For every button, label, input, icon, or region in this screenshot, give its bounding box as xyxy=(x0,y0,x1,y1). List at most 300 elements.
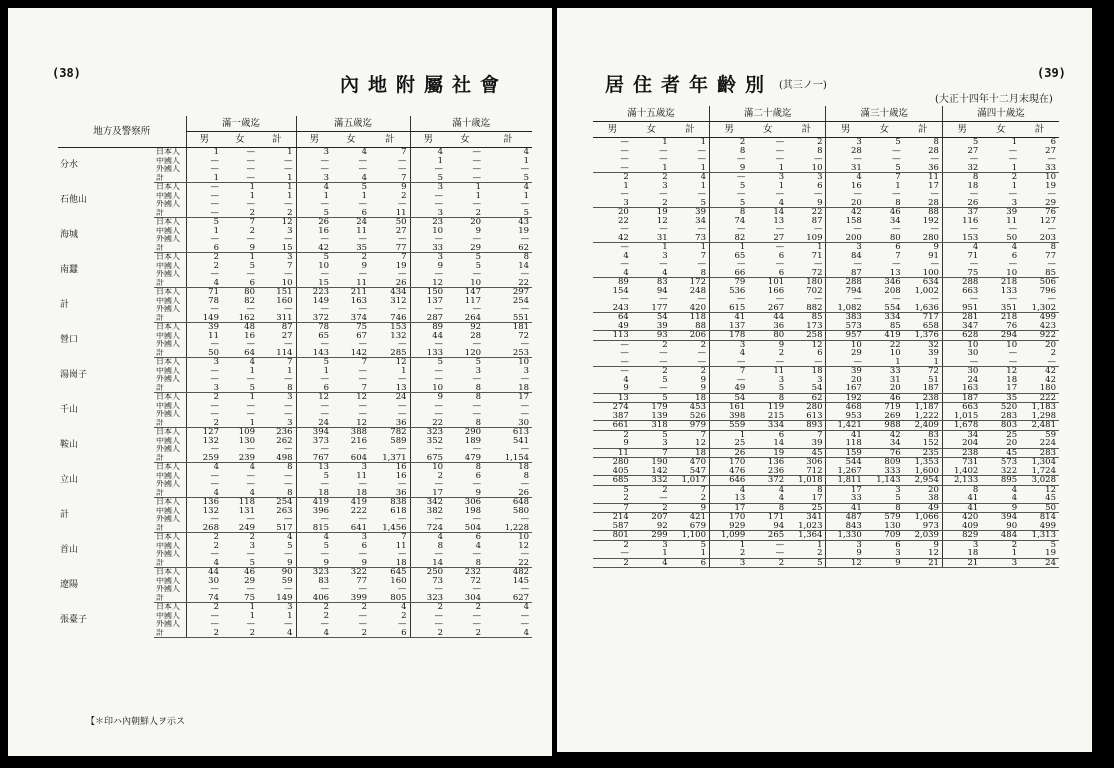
table-cell: 394 xyxy=(1000,512,1018,522)
table-cell: 15 xyxy=(258,244,296,253)
table-cell: 159 xyxy=(826,448,865,458)
table-cell: 12 xyxy=(518,541,530,550)
table-cell: 161 xyxy=(710,403,749,412)
table-cell: — xyxy=(520,401,530,410)
table-cell: 280 xyxy=(806,402,823,412)
table-row xyxy=(58,393,532,402)
table-cell: 223 xyxy=(296,288,332,297)
table-cell: 5 xyxy=(632,393,671,403)
table-cell: 137 xyxy=(410,297,446,306)
col-group: 滿十歲迄 xyxy=(410,116,532,132)
table-cell: 22 xyxy=(484,279,532,288)
table-cell: — xyxy=(186,375,222,384)
table-row xyxy=(593,331,1059,341)
table-cell: 11 xyxy=(356,226,368,235)
table-cell: 2 xyxy=(710,549,749,558)
table-cell: 19 xyxy=(1020,549,1059,558)
table-cell: 9 xyxy=(865,558,904,568)
table-cell: 2,481 xyxy=(1020,421,1059,431)
table-cell: 4 xyxy=(296,629,332,638)
table-row xyxy=(58,323,532,332)
table-cell: — xyxy=(472,305,482,314)
table-cell: 4 xyxy=(1011,242,1018,252)
table-cell: 1 xyxy=(671,549,710,558)
table-row xyxy=(593,485,1059,494)
table-cell: 4 xyxy=(222,489,258,498)
table-cell: 1,364 xyxy=(787,531,826,541)
table-cell: 6 xyxy=(332,209,370,218)
table-cell: — xyxy=(186,612,222,621)
table-cell: 4 xyxy=(826,173,865,182)
table-cell: 311 xyxy=(258,314,296,323)
col-header: 女 xyxy=(748,122,787,138)
table-cell: 24 xyxy=(1020,558,1059,568)
table-row xyxy=(593,458,1059,467)
table-cell: 249 xyxy=(222,524,258,533)
table-cell: — xyxy=(246,515,255,524)
table-cell: 814 xyxy=(1039,512,1056,522)
table-cell: 87 xyxy=(826,269,865,278)
table-cell: 6 xyxy=(817,349,823,358)
table-cell: 731 xyxy=(942,458,981,467)
nationality-label: 計 xyxy=(154,454,186,463)
table-cell: 1,183 xyxy=(1031,402,1056,412)
table-cell: — xyxy=(246,340,255,349)
table-cell: 71 xyxy=(186,288,222,297)
table-cell: 8 xyxy=(865,199,904,208)
table-cell: 1 xyxy=(186,148,222,157)
table-cell: 269 xyxy=(865,412,904,421)
table-cell: 30 xyxy=(186,577,222,586)
table-cell: 5 xyxy=(662,375,668,384)
table-cell: — xyxy=(246,445,255,454)
table-cell: 5 xyxy=(1050,540,1056,549)
table-cell: 27 xyxy=(395,226,407,235)
table-cell: — xyxy=(826,358,865,367)
table-cell: 4 xyxy=(332,174,370,183)
table-row xyxy=(593,513,1059,522)
col-header: 女 xyxy=(332,132,370,148)
table-cell: 3 xyxy=(593,199,632,208)
table-cell: — xyxy=(296,157,332,166)
table-cell: 198 xyxy=(464,506,482,515)
table-cell: 142 xyxy=(632,467,671,476)
table-cell: 1 xyxy=(632,164,671,173)
table-cell: 281 xyxy=(942,313,981,322)
table-cell: 20 xyxy=(981,439,1020,448)
table-cell: 75 xyxy=(942,269,981,278)
table-cell: — xyxy=(930,190,939,199)
nationality-label: 計 xyxy=(154,314,186,323)
right-table xyxy=(593,106,1059,568)
nationality-label: 計 xyxy=(154,559,186,568)
table-cell: 118 xyxy=(826,439,865,448)
table-cell: 1 xyxy=(249,191,255,200)
table-cell: — xyxy=(620,349,629,358)
table-cell: 28 xyxy=(904,199,943,208)
table-cell: 15 xyxy=(296,279,332,288)
table-cell: 4 xyxy=(186,279,222,288)
table-cell: — xyxy=(358,165,368,174)
table-cell: 2 xyxy=(249,532,255,542)
table-cell: 147 xyxy=(464,287,482,297)
table-cell: — xyxy=(410,165,446,174)
table-cell: 89 xyxy=(410,323,446,332)
col-header: 計 xyxy=(258,132,296,148)
table-cell: — xyxy=(520,340,530,349)
table-row xyxy=(593,467,1059,476)
table-cell: 42 xyxy=(1045,366,1056,376)
table-cell: 1 xyxy=(475,191,482,200)
table-cell: 1 xyxy=(475,182,482,192)
table-cell: 76 xyxy=(1045,207,1056,217)
table-cell: 18 xyxy=(484,384,532,393)
table-cell: — xyxy=(748,549,787,558)
nationality-label: 日本人 xyxy=(156,287,180,296)
table-cell: — xyxy=(930,155,939,164)
table-cell: — xyxy=(520,550,530,559)
table-cell: 3 xyxy=(895,485,901,494)
table-cell: 634 xyxy=(922,277,939,287)
table-cell: 75 xyxy=(356,322,368,332)
table-cell: — xyxy=(1008,349,1018,358)
table-row xyxy=(593,234,1059,243)
table-cell: 951 xyxy=(942,304,981,313)
table-cell: 290 xyxy=(464,427,482,437)
table-cell: 322 xyxy=(981,467,1020,476)
table-cell: — xyxy=(284,340,293,349)
table-cell: 49 xyxy=(710,384,749,393)
table-cell: 347 xyxy=(942,322,981,331)
table-cell: 283 xyxy=(981,412,1020,421)
col-header: 計 xyxy=(484,132,532,148)
table-row xyxy=(593,313,1059,322)
nationality-label: 外國人 xyxy=(156,515,180,523)
table-cell: — xyxy=(620,295,629,304)
table-cell: — xyxy=(186,305,222,314)
table-cell: 648 xyxy=(512,497,530,507)
table-cell: 306 xyxy=(806,457,823,467)
table-cell: — xyxy=(398,515,407,524)
table-cell: — xyxy=(186,340,222,349)
table-cell: 18 xyxy=(1006,375,1018,384)
table-cell: 18 xyxy=(942,549,981,558)
table-cell: 2 xyxy=(1011,172,1018,182)
table-cell: 10 xyxy=(787,164,826,173)
table-cell: 4 xyxy=(1011,485,1018,494)
table-cell: 18 xyxy=(518,462,530,472)
table-cell: — xyxy=(186,270,222,279)
table-cell: 82 xyxy=(710,234,749,243)
table-cell: — xyxy=(472,270,482,279)
table-cell: 4 xyxy=(632,558,671,568)
table-cell: — xyxy=(942,155,981,164)
table-cell: — xyxy=(632,358,671,367)
table-cell: — xyxy=(398,620,407,629)
table-row xyxy=(593,494,1059,503)
table-cell: 250 xyxy=(410,568,446,577)
table-cell: 1 xyxy=(662,137,668,147)
table-cell: — xyxy=(775,260,785,269)
table-cell: 796 xyxy=(1039,286,1056,295)
table-cell: 280 xyxy=(612,457,629,467)
table-cell: 2 xyxy=(623,172,629,182)
table-cell: 127 xyxy=(1039,216,1056,225)
table-cell: 7 xyxy=(700,485,706,494)
table-cell: 5 xyxy=(296,542,332,551)
table-cell: 332 xyxy=(632,476,671,486)
table-cell: 767 xyxy=(296,454,332,463)
table-cell: 12 xyxy=(656,216,668,225)
table-cell: 1 xyxy=(186,174,222,183)
table-cell: 10 xyxy=(410,463,446,472)
nationality-label: 日本人 xyxy=(156,462,180,471)
table-row xyxy=(593,287,1059,296)
table-cell: — xyxy=(296,515,332,524)
table-cell: 133 xyxy=(410,349,446,358)
table-cell: 434 xyxy=(390,287,407,297)
table-cell: — xyxy=(246,156,255,165)
table-cell: 1,143 xyxy=(865,476,904,486)
table-cell: 3 xyxy=(287,252,293,262)
table-cell: 11 xyxy=(186,332,222,341)
table-cell: 149 xyxy=(258,594,296,603)
table-cell: 554 xyxy=(865,304,904,313)
table-cell: 5 xyxy=(361,182,368,192)
table-cell: 12 xyxy=(296,393,332,402)
table-cell: 84 xyxy=(826,252,865,261)
table-row xyxy=(593,278,1059,287)
table-cell: — xyxy=(246,270,255,279)
table-cell: 420 xyxy=(671,304,710,313)
table-cell: 101 xyxy=(767,277,785,287)
table-cell: 8 xyxy=(410,542,446,551)
table-row xyxy=(593,439,1059,448)
table-cell: 2 xyxy=(475,602,482,612)
table-cell: 59 xyxy=(1045,430,1056,439)
table-cell: 1 xyxy=(401,366,407,375)
table-cell: 3 xyxy=(942,540,981,549)
table-cell: — xyxy=(1047,190,1056,199)
table-cell: 158 xyxy=(826,217,865,226)
table-cell: 11 xyxy=(370,209,410,218)
table-cell: 117 xyxy=(464,296,482,305)
table-row xyxy=(593,540,1059,549)
table-row xyxy=(58,288,532,297)
table-cell: 1 xyxy=(249,602,255,612)
table-cell: 383 xyxy=(826,313,865,322)
table-cell: — xyxy=(826,225,865,234)
table-cell: 322 xyxy=(350,567,368,577)
table-cell: 90 xyxy=(981,522,1020,531)
table-cell: 42 xyxy=(1045,375,1056,384)
table-cell: 4 xyxy=(778,485,785,494)
nationality-label: 外國人 xyxy=(156,270,180,278)
table-cell: 685 xyxy=(593,476,632,486)
table-cell: 1 xyxy=(287,611,293,620)
table-cell: — xyxy=(472,410,482,419)
table-cell: 1 xyxy=(523,191,530,200)
table-cell: 953 xyxy=(826,412,865,421)
table-cell: 235 xyxy=(904,448,943,458)
table-cell: 5 xyxy=(710,182,749,191)
table-cell: 396 xyxy=(296,507,332,516)
col-group: 滿一歲迄 xyxy=(186,116,296,132)
nationality-label: 日本人 xyxy=(156,357,180,366)
table-cell: — xyxy=(942,260,981,269)
table-cell: — xyxy=(246,147,255,157)
table-row xyxy=(593,367,1059,376)
table-cell: 14 xyxy=(748,439,787,448)
col-header: 女 xyxy=(446,132,484,148)
table-cell: 130 xyxy=(865,522,904,531)
table-cell: 2 xyxy=(410,472,446,481)
table-row xyxy=(593,173,1059,182)
table-cell: 150 xyxy=(410,288,446,297)
table-cell: 94 xyxy=(748,522,787,531)
table-row xyxy=(593,243,1059,252)
table-cell: — xyxy=(697,190,706,199)
table-cell: — xyxy=(632,384,671,393)
table-cell: 25 xyxy=(710,439,749,448)
table-cell: 6 xyxy=(778,251,785,260)
table-cell: 3 xyxy=(287,392,293,402)
table-cell: 547 xyxy=(671,467,710,476)
region-label: 千山 xyxy=(60,404,79,415)
table-cell: — xyxy=(246,620,255,629)
nationality-label: 中國人 xyxy=(156,331,180,340)
table-cell: — xyxy=(775,146,785,155)
table-cell: 1 xyxy=(249,252,255,262)
table-cell: 4 xyxy=(748,199,787,208)
table-cell: 399 xyxy=(332,594,370,603)
nationality-label: 日本人 xyxy=(156,497,180,506)
table-cell: — xyxy=(358,375,368,384)
table-cell: 1 xyxy=(410,157,446,166)
table-cell: — xyxy=(186,480,222,489)
table-cell: 2,133 xyxy=(942,476,981,486)
nationality-label: 外國人 xyxy=(156,340,180,348)
table-cell: 499 xyxy=(1020,522,1059,531)
nationality-label: 中國人 xyxy=(156,611,180,620)
table-cell: 1,313 xyxy=(1020,531,1059,541)
table-cell: 87 xyxy=(281,322,293,332)
table-cell: 31 xyxy=(889,375,901,384)
table-cell: 288 xyxy=(942,278,981,287)
table-cell: 709 xyxy=(865,531,904,541)
table-cell: 100 xyxy=(904,269,943,278)
table-cell: — xyxy=(246,471,255,480)
table-cell: — xyxy=(472,156,482,165)
table-cell: 8 xyxy=(475,462,482,472)
table-cell: 78 xyxy=(296,323,332,332)
table-cell: 44 xyxy=(186,568,222,577)
table-cell: 7 xyxy=(249,217,255,227)
table-cell: 3 xyxy=(826,243,865,252)
table-cell: 288 xyxy=(826,278,865,287)
table-cell: 82 xyxy=(244,296,255,305)
table-cell: — xyxy=(472,147,482,157)
table-cell: 10 xyxy=(296,262,332,271)
table-cell: 346 xyxy=(884,277,901,287)
table-cell: — xyxy=(1047,155,1056,164)
table-cell: — xyxy=(246,235,255,244)
table-cell: 9 xyxy=(700,375,706,384)
table-cell: 39 xyxy=(695,207,706,217)
table-cell: 43 xyxy=(518,217,530,227)
table-cell: 1 xyxy=(748,164,787,173)
table-cell: 16 xyxy=(244,331,255,340)
table-cell: 1 xyxy=(623,181,629,190)
table-cell: 10 xyxy=(518,357,530,367)
table-row xyxy=(593,376,1059,385)
table-cell: 5 xyxy=(475,252,482,262)
table-cell: 9 xyxy=(671,503,710,513)
table-cell: 29 xyxy=(826,349,865,358)
table-cell: 218 xyxy=(1000,312,1018,322)
table-cell: 506 xyxy=(1039,277,1056,287)
table-cell: 75 xyxy=(222,594,258,603)
table-cell: — xyxy=(593,358,632,367)
table-cell: 35 xyxy=(981,393,1020,403)
table-cell: — xyxy=(246,305,255,314)
table-cell: 5 xyxy=(475,357,482,367)
table-cell: 94 xyxy=(656,286,668,295)
table-cell: 2 xyxy=(632,199,671,208)
table-cell: 218 xyxy=(1000,277,1018,287)
table-cell: 2 xyxy=(186,533,222,542)
table-cell: 13 xyxy=(370,384,410,393)
table-cell: 13 xyxy=(710,494,749,503)
table-cell: 248 xyxy=(689,286,706,295)
table-cell: 8 xyxy=(287,462,293,472)
right-title: 居住者年齡別 xyxy=(605,74,774,96)
table-cell: 8 xyxy=(446,419,484,428)
nationality-label: 中國人 xyxy=(156,436,180,445)
table-cell: — xyxy=(775,540,785,549)
table-cell: 5 xyxy=(484,174,532,183)
table-cell: 17 xyxy=(710,503,749,513)
nationality-label: 計 xyxy=(154,349,186,358)
table-cell: 65 xyxy=(296,332,332,341)
table-cell: 16 xyxy=(296,227,332,236)
table-cell: — xyxy=(520,235,530,244)
table-row xyxy=(593,252,1059,261)
table-row xyxy=(593,349,1059,358)
table-cell: 5 xyxy=(484,209,532,218)
table-cell: 8 xyxy=(523,252,530,262)
nationality-label: 中國人 xyxy=(156,576,180,585)
table-cell: 2 xyxy=(401,611,407,620)
table-cell: 67 xyxy=(356,331,368,340)
table-cell: 36 xyxy=(904,164,943,173)
table-cell: 13 xyxy=(773,216,785,225)
nationality-label: 日本人 xyxy=(156,427,180,436)
table-cell: 646 xyxy=(710,476,749,486)
table-cell: — xyxy=(186,620,222,629)
table-cell: 77 xyxy=(370,244,410,253)
table-cell: — xyxy=(284,480,293,489)
nationality-label: 外國人 xyxy=(156,410,180,418)
table-cell: 8 xyxy=(748,393,787,403)
table-cell: — xyxy=(472,480,482,489)
table-cell: 8 xyxy=(748,503,787,513)
table-cell: 8 xyxy=(523,471,530,480)
table-cell: 30 xyxy=(942,367,981,376)
table-cell: 580 xyxy=(512,506,530,515)
table-cell: 77 xyxy=(1045,251,1056,260)
table-cell: — xyxy=(410,585,446,594)
